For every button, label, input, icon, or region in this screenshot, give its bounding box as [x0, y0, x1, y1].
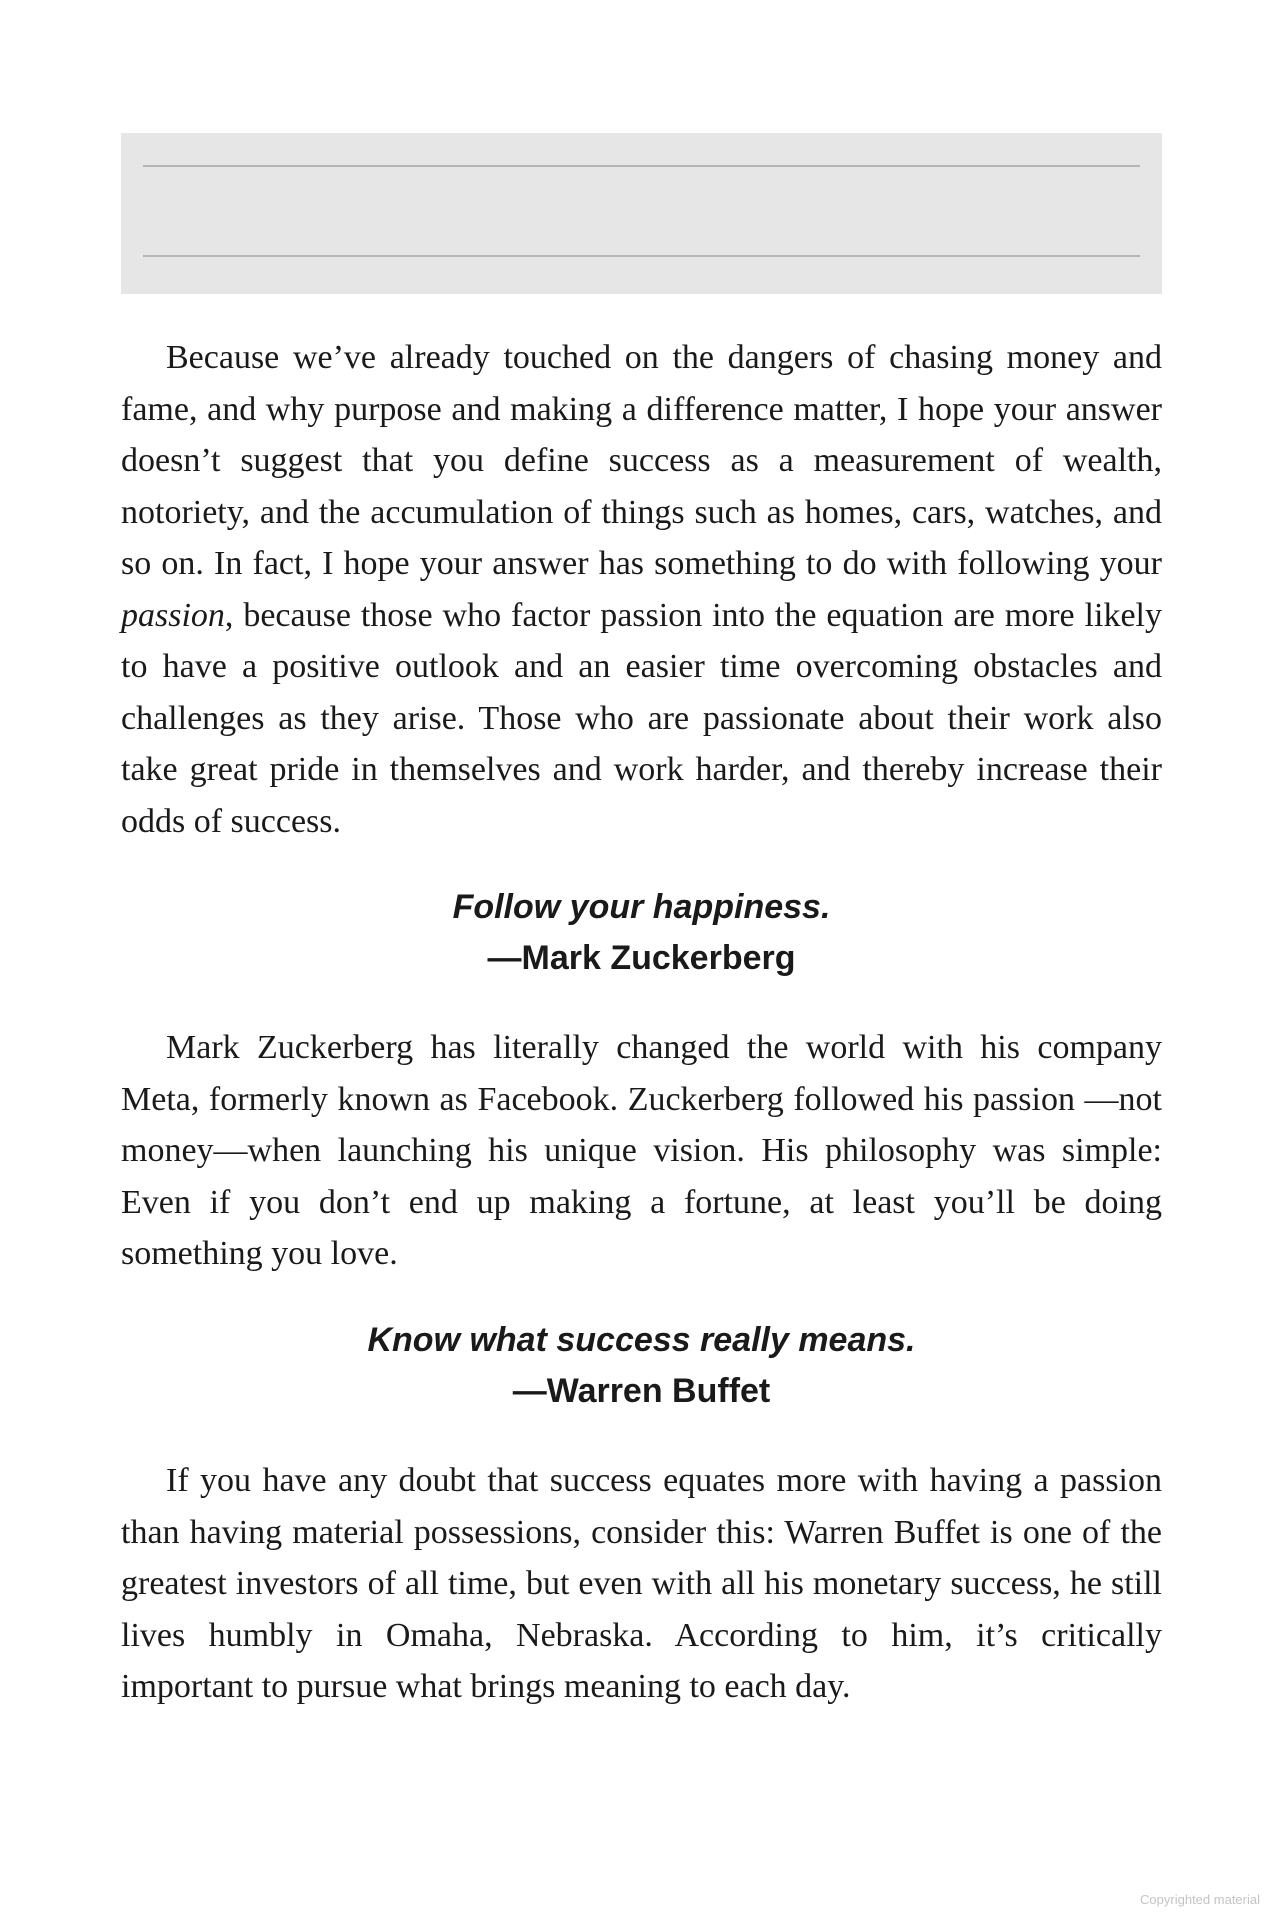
quote-text: Know what success really means.: [367, 1321, 916, 1359]
pull-quote: [121, 1315, 1162, 1417]
quote-author: —Mark Zuckerberg: [487, 939, 796, 977]
paragraph-text: Because we’ve already touched on the dangers of chasing money and fame, and why purpose and making a difference matter, I hope your answer doesn’t suggest that you define success as a measurement of wealth, notoriety, and the accumulation of things such as homes, cars, watches, and so on. In fact, I hope your answer has something to do with following your: [121, 339, 1162, 582]
answer-line[interactable]: [143, 165, 1140, 167]
paragraph-text: , because those who factor passion into the equation are more likely to have a positive outlook and an easier time overcoming obstacles and challenges as they arise. Those who are passionate about their work also take great pride in themselves and work harder, and thereby increase their odds of success.: [121, 596, 1162, 840]
copyright-watermark: Copyrighted material: [1140, 1892, 1260, 1907]
body-paragraph: [121, 332, 1162, 847]
pull-quote: [121, 882, 1162, 984]
body-paragraph: Mark Zuckerberg has literally changed the world with his company Meta, formerly known as Facebook. Zuckerberg followed his passion —not money—when launching his unique vision. His philosophy was simple: Even if you don’t end up making a fortune, at least you’ll be doing something you love.: [121, 1029, 1162, 1272]
answer-box[interactable]: [121, 133, 1162, 294]
emphasized-word: passion: [121, 596, 225, 634]
quote-text: Follow your happiness.: [452, 888, 831, 926]
body-paragraph: If you have any doubt that success equates more with having a passion than having material possessions, consider this: Warren Buffet is one of the greatest investors of all time, but even with all his monetary success, he still lives humbly in Omaha, Nebraska. According to him, it’s critically important to pursue what brings meaning to each day.: [121, 1462, 1162, 1705]
answer-line[interactable]: [143, 255, 1140, 257]
quote-author: —Warren Buffet: [512, 1372, 771, 1410]
